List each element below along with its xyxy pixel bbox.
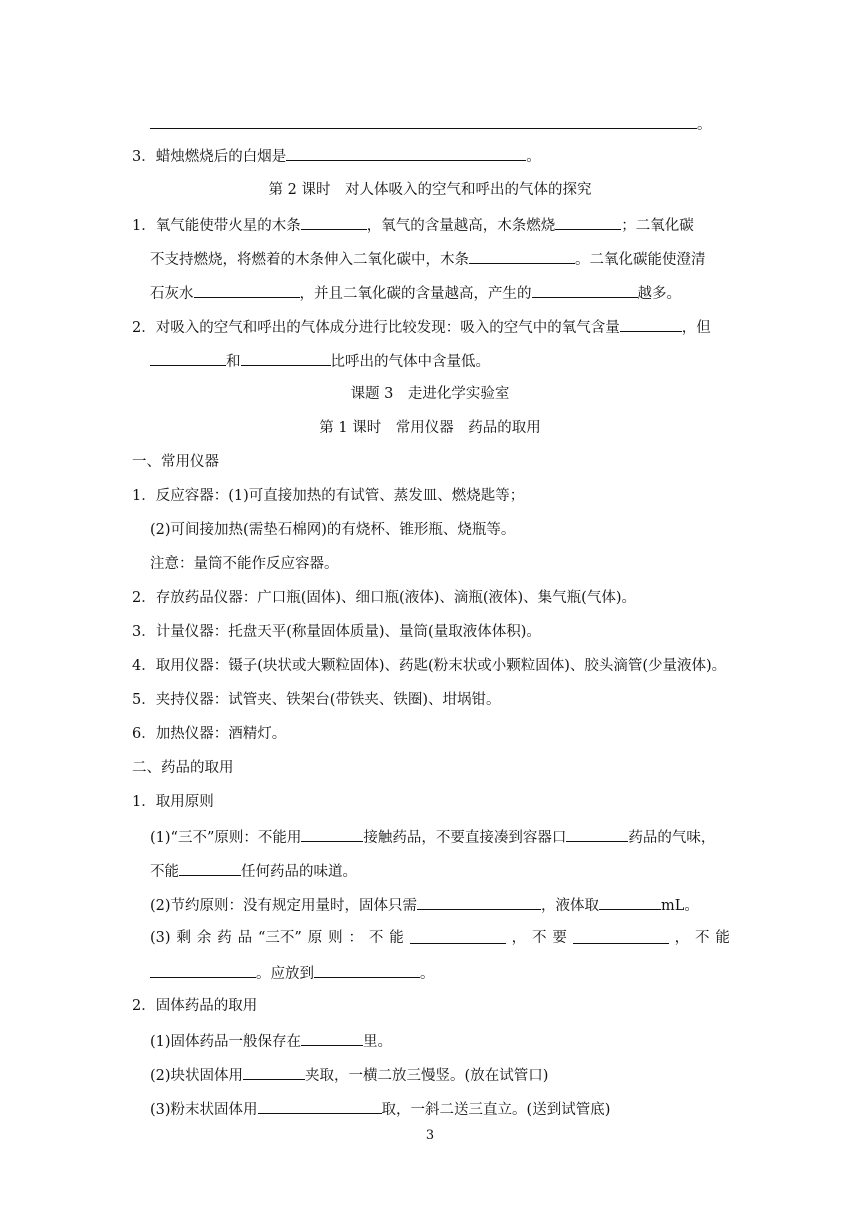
text-line: 4．取用仪器：镊子(块状或大颗粒固体)、药匙(粉末状或小颗粒固体)、胶头滴管(少量液体)。 — [132, 658, 727, 674]
answer-blank — [150, 350, 226, 366]
answer-blank — [243, 1064, 305, 1080]
rule-line: (2)节约原则：没有规定用量时，固体只需 ，液体取 mL。 — [150, 894, 699, 916]
answer-blank — [301, 826, 363, 842]
answer-blank — [301, 1030, 363, 1046]
rule-line: 不能 任何药品的味道。 — [150, 860, 357, 882]
text-line: 3．计量仪器：托盘天平(称量固体质量)、量筒(量取液体体积)。 — [132, 624, 541, 640]
question-1-line-1: 1．氧气能使带火星的木条 ，氧气的含量越高，木条燃烧 ；二氧化碳 — [132, 214, 694, 236]
rule-line: (2)块状固体用 夹取，一横二放三慢竖。(放在试管口) — [150, 1064, 548, 1086]
answer-blank — [599, 894, 661, 910]
answer-blank — [179, 860, 241, 876]
rule-line: (1)固体药品一般保存在 里。 — [150, 1030, 392, 1052]
rule-line-justified: (3) 剩 余 药 品 “三不” 原 则 ： 不 能 ， 不 要 ， 不 能 — [150, 930, 730, 946]
question-2-line-1: 2．对吸入的空气和呼出的气体成分进行比较发现：吸入的空气中的氧气含量 ，但 — [132, 316, 711, 338]
text-line: 2．存放药品仪器：广口瓶(固体)、细口瓶(液体)、滴瓶(液体)、集气瓶(气体)。 — [132, 590, 636, 606]
page-number: 3 — [425, 1128, 435, 1143]
section-heading: 二、药品的取用 — [132, 760, 234, 776]
question-1-line-2: 不支持燃烧，将燃着的木条伸入二氧化碳中，木条 。二氧化碳能使澄清 — [150, 248, 706, 270]
line-continuation: 。 — [150, 113, 712, 135]
rule-line: 。应放到 。 — [150, 962, 435, 984]
answer-blank — [417, 894, 541, 910]
answer-blank — [410, 928, 506, 944]
question-2-line-2: 和 比呼出的气体中含量低。 — [150, 350, 490, 372]
lesson-heading: 第 2 课时 对人体吸入的空气和呼出的气体的探究 — [268, 182, 592, 198]
subsection-heading: 2．固体药品的取用 — [132, 998, 258, 1014]
answer-blank — [620, 316, 682, 332]
answer-blank — [258, 1098, 382, 1114]
answer-blank — [150, 962, 256, 978]
lesson-heading: 第 1 课时 常用仪器 药品的取用 — [319, 420, 541, 436]
question-3-white-smoke: 3．蜡烛燃烧后的白烟是 。 — [132, 145, 541, 167]
answer-blank — [566, 826, 628, 842]
question-1-line-3: 石灰水 ，并且二氧化碳的含量越高，产生的 越多。 — [150, 282, 681, 304]
text-line: 6．加热仪器：酒精灯。 — [132, 726, 287, 742]
subsection-heading: 1．取用原则 — [132, 794, 214, 810]
rule-line: (3)粉末状固体用 取，一斜二送三直立。(送到试管底) — [150, 1098, 610, 1120]
answer-blank — [532, 282, 638, 298]
rule-line: (1)“三不”原则：不能用 接触药品，不要直接凑到容器口 药品的气味， — [150, 826, 715, 848]
text-line: 5．夹持仪器：试管夹、铁架台(带铁夹、铁圈)、坩埚钳。 — [132, 692, 501, 708]
topic-heading: 课题 3 走进化学实验室 — [350, 386, 510, 402]
answer-blank — [314, 962, 420, 978]
text-line: (2)可间接加热(需垫石棉网)的有烧杯、锥形瓶、烧瓶等。 — [150, 522, 516, 538]
answer-blank — [286, 145, 526, 161]
answer-blank — [241, 350, 331, 366]
section-heading: 一、常用仪器 — [132, 454, 219, 470]
text-line: 注意：量筒不能作反应容器。 — [150, 556, 339, 572]
text-line: 1．反应容器：(1)可直接加热的有试管、蒸发皿、燃烧匙等； — [132, 488, 525, 504]
answer-blank — [555, 214, 621, 230]
answer-blank — [301, 214, 367, 230]
answer-blank — [573, 928, 669, 944]
answer-blank — [150, 113, 697, 129]
answer-blank — [194, 282, 300, 298]
answer-blank — [469, 248, 575, 264]
